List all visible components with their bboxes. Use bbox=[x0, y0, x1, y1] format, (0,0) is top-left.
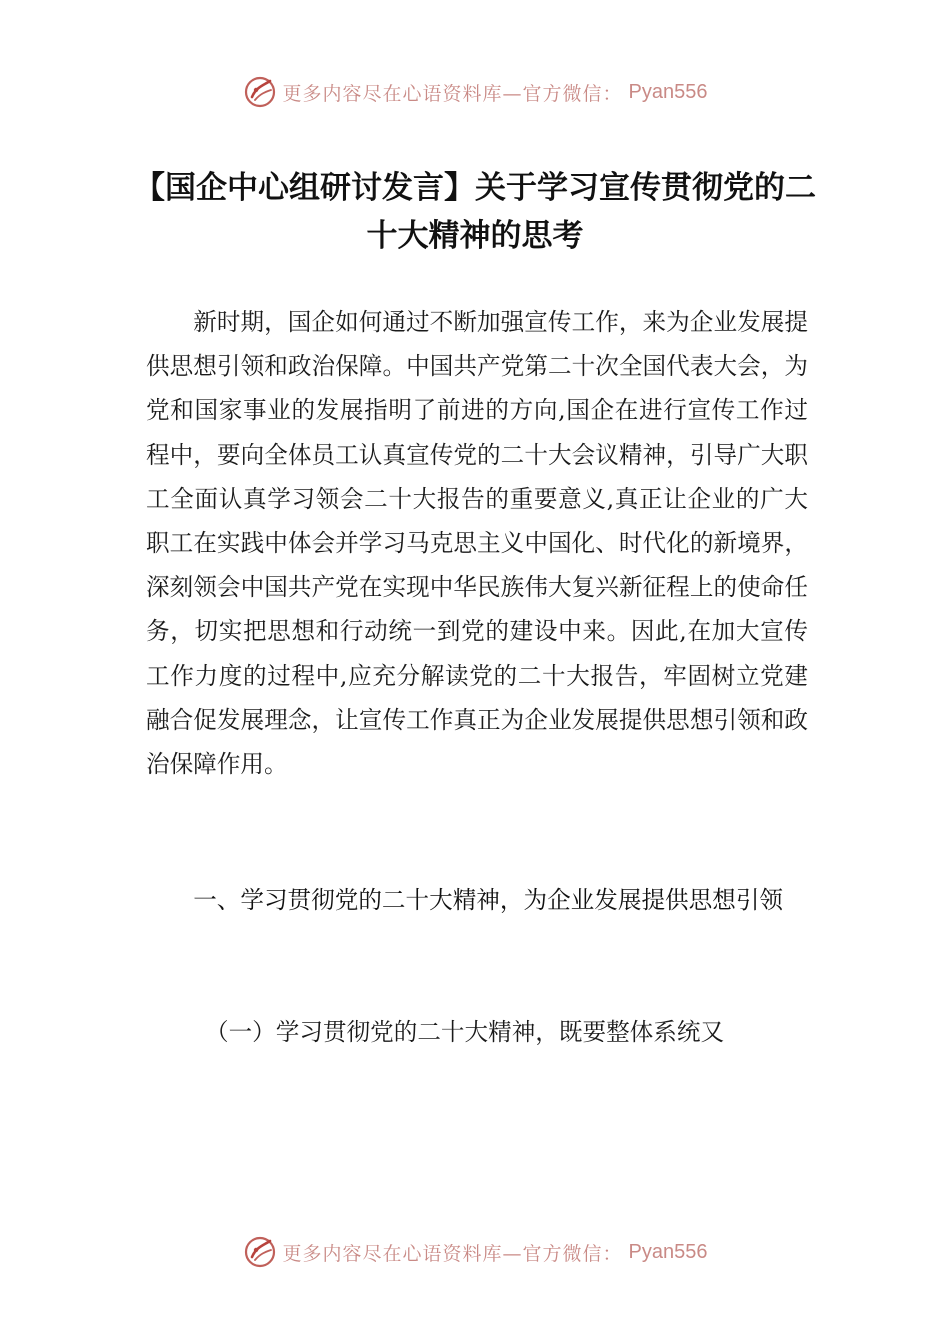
watermark-logo-icon bbox=[243, 1235, 277, 1269]
body-paragraph: 新时期，国企如何通过不断加强宣传工作，来为企业发展提供思想引领和政治保障。中国共产党第二十次全国代表大会，为党和国家事业的发展指明了前进的方向,国企在进行宣传工作过程中，要向全体员工认真宣传党的二十大会议精神，引导广大职工全面认真学习领会二十大报告的重要意义,真正让企业的广大职工在实践中体会并学习马克思主义中国化、时代化的新境界，深刻领会中国共产党在实现中华民族伟大复兴新征程上的使命任务，切实把思想和行动统一到党的建设中来。因此,在加大宣传工作力度的过程中,应充分解读党的二十大报告，牢固树立党建融合促发展理念，让宣传工作真正为企业发展提供思想引领和政治保障作用。 bbox=[146, 308, 808, 779]
section-heading: 一、学习贯彻党的二十大精神，为企业发展提供思想引领 bbox=[193, 886, 784, 914]
watermark-logo-icon bbox=[243, 75, 277, 109]
watermark-wechat-id: Pyan556 bbox=[628, 80, 708, 103]
footer-watermark bbox=[0, 1232, 950, 1272]
subsection-heading: （一）学习贯彻党的二十大精神，既要整体系统又 bbox=[205, 1018, 725, 1046]
header-watermark bbox=[0, 72, 950, 112]
watermark-wechat-id: Pyan556 bbox=[628, 1240, 708, 1263]
watermark-text: 更多内容尽在心语资料库—官方微信： bbox=[282, 1242, 623, 1265]
document-title: 【国企中心组研讨发言】关于学习宣传贯彻党的二十大精神的思考 bbox=[134, 170, 816, 254]
watermark-text: 更多内容尽在心语资料库—官方微信： bbox=[282, 82, 623, 105]
